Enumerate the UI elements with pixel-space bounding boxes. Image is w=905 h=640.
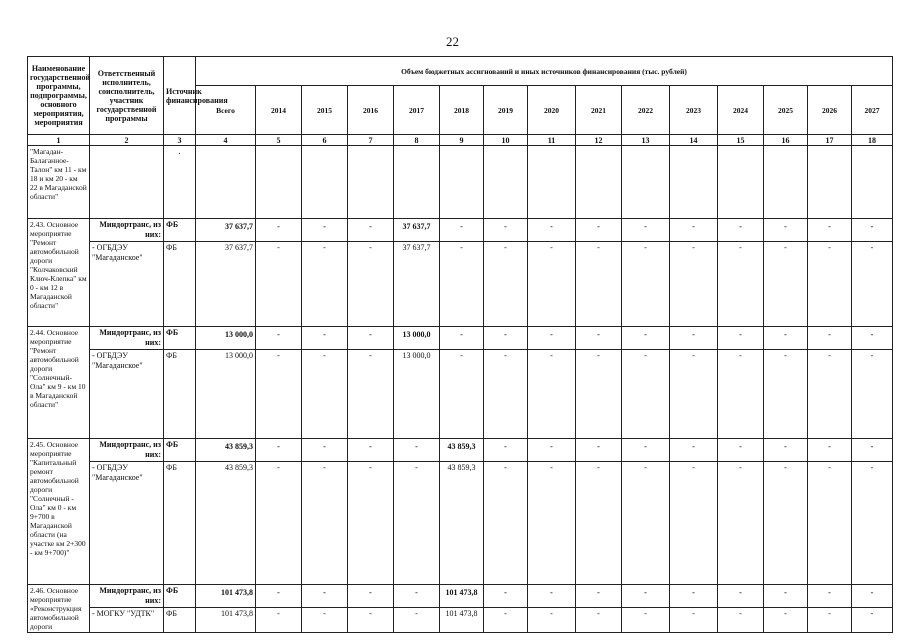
year-value: - <box>302 219 348 242</box>
total-value: 43 859,3 <box>196 439 256 462</box>
year-value: - <box>622 242 670 327</box>
year-value: - <box>808 350 852 439</box>
year-value: 13 000,0 <box>394 327 440 350</box>
year-value: - <box>670 462 718 585</box>
year-value: - <box>394 585 440 608</box>
year-value: - <box>764 462 808 585</box>
year-value: - <box>256 350 302 439</box>
executor-sub: - ОГБДЭУ "Магаданское" <box>90 350 164 439</box>
funding-source: ФБ <box>164 242 196 327</box>
column-number: 16 <box>764 135 808 146</box>
year-value: - <box>302 608 348 633</box>
header-year-2021: 2021 <box>576 86 622 135</box>
total-value: 37 637,7 <box>196 219 256 242</box>
funding-source: ФБ <box>164 350 196 439</box>
column-number: 3 <box>164 135 196 146</box>
year-value: - <box>256 327 302 350</box>
year-value: - <box>852 219 893 242</box>
funding-source: ФБ <box>164 439 196 462</box>
year-value: - <box>808 608 852 633</box>
year-value: - <box>576 327 622 350</box>
column-number: 14 <box>670 135 718 146</box>
year-value: - <box>302 585 348 608</box>
year-value: - <box>852 439 893 462</box>
table-row-main <box>28 439 893 462</box>
executor-main: Миндортранс, из них: <box>90 439 164 462</box>
year-value: - <box>576 219 622 242</box>
continued-name: "Магадан-Балаганное-Талон" км 11 - км 18 и км 20 - км 22 в Магаданской области" <box>28 146 90 219</box>
header-source: Источник финансирования <box>164 57 196 135</box>
funding-source: ФБ <box>164 608 196 633</box>
header-total: Всего <box>196 86 256 135</box>
year-value: - <box>670 242 718 327</box>
column-number-row <box>28 135 893 146</box>
column-number: 12 <box>576 135 622 146</box>
year-value: - <box>484 242 528 327</box>
year-value: 101 473,8 <box>440 608 484 633</box>
column-number: 11 <box>528 135 576 146</box>
year-value: - <box>622 327 670 350</box>
year-value: - <box>764 439 808 462</box>
header-year-2014: 2014 <box>256 86 302 135</box>
year-value: - <box>528 219 576 242</box>
year-value: - <box>622 585 670 608</box>
budget-table <box>27 56 893 633</box>
year-value: - <box>394 462 440 585</box>
year-value: - <box>764 219 808 242</box>
table-row-continued <box>28 146 893 219</box>
measure-name: 2.44. Основное мероприятие "Ремонт автомобильной дороги "Солнечный-Ола" км 9 - км 10 в Магаданской области" <box>28 327 90 439</box>
table-row-main <box>28 585 893 608</box>
year-value: 13 000,0 <box>394 350 440 439</box>
year-value: - <box>528 608 576 633</box>
year-value: - <box>484 219 528 242</box>
executor-sub: - МОГКУ "УДТК" <box>90 608 164 633</box>
year-value: - <box>670 219 718 242</box>
year-value: - <box>576 462 622 585</box>
executor-main: Миндортранс, из них: <box>90 219 164 242</box>
year-value: - <box>808 439 852 462</box>
table-row-sub <box>28 462 893 585</box>
header-year-2022: 2022 <box>622 86 670 135</box>
year-value: - <box>348 462 394 585</box>
funding-source: ФБ <box>164 585 196 608</box>
year-value: - <box>302 242 348 327</box>
header-year-2023: 2023 <box>670 86 718 135</box>
header-year-2016: 2016 <box>348 86 394 135</box>
year-value: - <box>348 608 394 633</box>
funding-source: ФБ <box>164 219 196 242</box>
year-value: - <box>718 242 764 327</box>
header-year-2017: 2017 <box>394 86 440 135</box>
year-value: - <box>670 327 718 350</box>
year-value: - <box>348 219 394 242</box>
year-value: - <box>670 439 718 462</box>
year-value: - <box>528 242 576 327</box>
header-year-2020: 2020 <box>528 86 576 135</box>
year-value: - <box>528 439 576 462</box>
funding-source: ФБ <box>164 327 196 350</box>
year-value: 37 637,7 <box>394 219 440 242</box>
total-value: 13 000,0 <box>196 327 256 350</box>
year-value: - <box>764 242 808 327</box>
year-value: - <box>484 327 528 350</box>
column-number: 2 <box>90 135 164 146</box>
column-number: 10 <box>484 135 528 146</box>
year-value: - <box>576 350 622 439</box>
year-value: 43 859,3 <box>440 439 484 462</box>
column-number: 1 <box>28 135 90 146</box>
funding-source: ФБ <box>164 462 196 585</box>
year-value: - <box>528 585 576 608</box>
year-value: - <box>852 585 893 608</box>
measure-name: 2.43. Основное мероприятие "Ремонт автомобильной дороги "Колчаковский Ключ-Клепка" км 0 - км 12 в Магаданской области" <box>28 219 90 327</box>
year-value: - <box>718 585 764 608</box>
year-value: - <box>440 242 484 327</box>
year-value: - <box>808 462 852 585</box>
year-value: - <box>256 219 302 242</box>
year-value: - <box>484 608 528 633</box>
executor-sub: - ОГБДЭУ "Магаданское" <box>90 242 164 327</box>
year-value: - <box>302 462 348 585</box>
year-value: - <box>852 242 893 327</box>
year-value: - <box>808 585 852 608</box>
table-row-sub <box>28 350 893 439</box>
header-year-2027: 2027 <box>852 86 893 135</box>
year-value: - <box>808 219 852 242</box>
year-value: - <box>852 350 893 439</box>
year-value: - <box>302 439 348 462</box>
year-value: - <box>764 585 808 608</box>
year-value: - <box>484 585 528 608</box>
year-value: - <box>670 608 718 633</box>
year-value: - <box>764 608 808 633</box>
year-value: - <box>670 585 718 608</box>
year-value: - <box>256 242 302 327</box>
year-value: 101 473,8 <box>440 585 484 608</box>
executor-main: Миндортранс, из них: <box>90 585 164 608</box>
column-number: 13 <box>622 135 670 146</box>
year-value: - <box>256 439 302 462</box>
year-value: - <box>622 462 670 585</box>
measure-name: 2.45. Основное мероприятие "Капитальный ремонт автомобильной дороги "Солнечный - Ола" км 0 - км 9+700 в Магаданской области (на участке км 2+300 - км 9+700)" <box>28 439 90 585</box>
header-year-2019: 2019 <box>484 86 528 135</box>
header-year-2024: 2024 <box>718 86 764 135</box>
table-row-main <box>28 327 893 350</box>
column-number: 17 <box>808 135 852 146</box>
year-value: - <box>440 327 484 350</box>
measure-name: 2.46. Основное мероприятие «Реконструкция автомобильной дороги <box>28 585 90 633</box>
year-value: - <box>484 350 528 439</box>
header-volume: Объем бюджетных ассигнований и иных источников финансирования (тыс. рублей) <box>196 57 893 86</box>
year-value: - <box>256 585 302 608</box>
year-value: - <box>718 462 764 585</box>
year-value: - <box>718 219 764 242</box>
header-year-2026: 2026 <box>808 86 852 135</box>
year-value: - <box>394 608 440 633</box>
year-value: - <box>718 439 764 462</box>
column-number: 7 <box>348 135 394 146</box>
year-value: - <box>764 327 808 350</box>
year-value: - <box>528 462 576 585</box>
year-value: - <box>718 350 764 439</box>
year-value: - <box>808 327 852 350</box>
year-value: - <box>622 608 670 633</box>
year-value: - <box>764 350 808 439</box>
total-value: 101 473,8 <box>196 608 256 633</box>
year-value: - <box>670 350 718 439</box>
table-row-sub <box>28 242 893 327</box>
table-body <box>28 146 893 633</box>
year-value: - <box>440 219 484 242</box>
year-value: - <box>302 327 348 350</box>
total-value: 43 859,3 <box>196 462 256 585</box>
year-value: - <box>348 327 394 350</box>
year-value: 37 637,7 <box>394 242 440 327</box>
stray-mark: . <box>178 146 181 156</box>
year-value: - <box>394 439 440 462</box>
column-number: 8 <box>394 135 440 146</box>
year-value: - <box>852 608 893 633</box>
year-value: - <box>348 585 394 608</box>
total-value: 13 000,0 <box>196 350 256 439</box>
year-value: - <box>576 439 622 462</box>
year-value: - <box>302 350 348 439</box>
year-value: - <box>576 608 622 633</box>
year-value: - <box>440 350 484 439</box>
header-year-2015: 2015 <box>302 86 348 135</box>
year-value: - <box>808 242 852 327</box>
year-value: - <box>622 350 670 439</box>
year-value: - <box>256 462 302 585</box>
year-value: - <box>528 350 576 439</box>
total-value: 37 637,7 <box>196 242 256 327</box>
header-executor: Ответственный исполнитель, соисполнитель, участник государственной программы <box>90 57 164 135</box>
header-year-2018: 2018 <box>440 86 484 135</box>
year-value: - <box>484 462 528 585</box>
year-value: - <box>256 608 302 633</box>
year-value: - <box>852 327 893 350</box>
year-value: - <box>528 327 576 350</box>
year-value: - <box>348 350 394 439</box>
year-value: - <box>484 439 528 462</box>
header-year-2025: 2025 <box>764 86 808 135</box>
year-value: - <box>622 219 670 242</box>
total-value: 101 473,8 <box>196 585 256 608</box>
table-row-main <box>28 219 893 242</box>
year-value: - <box>718 327 764 350</box>
year-value: - <box>622 439 670 462</box>
column-number: 6 <box>302 135 348 146</box>
page-number: 22 <box>446 34 459 49</box>
executor-main: Миндортранс, из них: <box>90 327 164 350</box>
year-value: - <box>348 439 394 462</box>
year-value: 43 859,3 <box>440 462 484 585</box>
column-number: 15 <box>718 135 764 146</box>
year-value: - <box>718 608 764 633</box>
executor-sub: - ОГБДЭУ "Магаданское" <box>90 462 164 585</box>
year-value: - <box>576 585 622 608</box>
year-value: - <box>348 242 394 327</box>
table-row-sub <box>28 608 893 633</box>
column-number: 5 <box>256 135 302 146</box>
column-number: 4 <box>196 135 256 146</box>
year-value: - <box>852 462 893 585</box>
year-value: - <box>576 242 622 327</box>
header-name: Наименование государственной программы, подпрограммы, основного мероприятия, мероприятия <box>28 57 90 135</box>
column-number: 9 <box>440 135 484 146</box>
column-number: 18 <box>852 135 893 146</box>
